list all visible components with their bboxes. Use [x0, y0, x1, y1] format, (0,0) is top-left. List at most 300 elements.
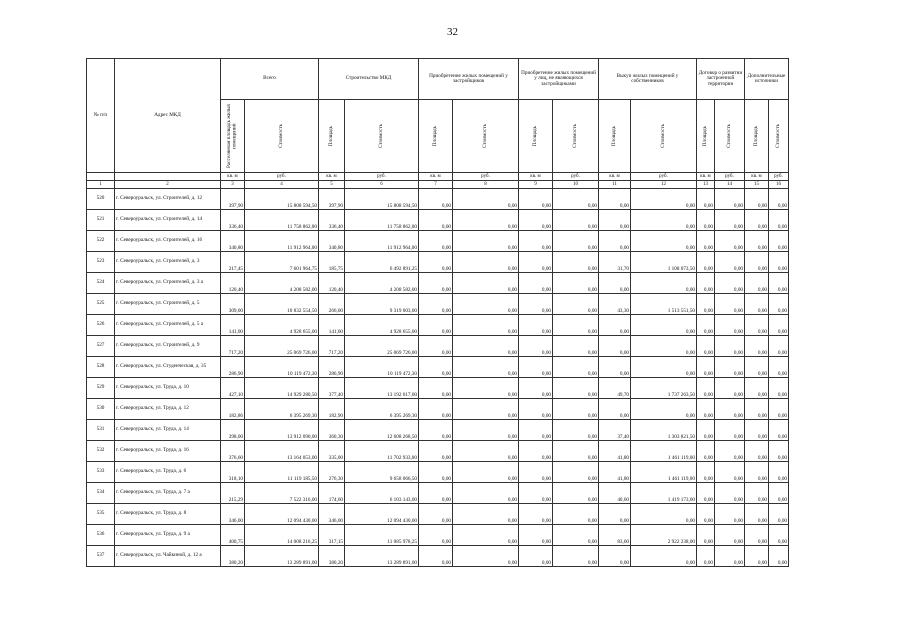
row-address: г. Североуральск, ул. Труда, д. 16: [115, 441, 221, 462]
value-cell: 0,00: [599, 504, 631, 525]
value-cell: 336,40: [221, 210, 245, 231]
value-cell: 0,00: [745, 273, 769, 294]
value-cell: 0,00: [697, 315, 715, 336]
value-cell: 120,40: [319, 273, 345, 294]
value-cell: 0,00: [715, 273, 745, 294]
value-cell: 0,00: [769, 441, 789, 462]
header-num: № п/п: [87, 59, 115, 173]
value-cell: 0,00: [697, 504, 715, 525]
value-cell: 346,00: [221, 504, 245, 525]
value-cell: 0,00: [453, 378, 519, 399]
column-index: 11: [599, 181, 631, 189]
resettlement-table: [86, 58, 789, 567]
table-row: [87, 525, 789, 546]
value-cell: 0,00: [553, 420, 599, 441]
table-row: [87, 231, 789, 252]
value-cell: 0,00: [697, 336, 715, 357]
value-cell: 0,00: [553, 273, 599, 294]
unit-cell: руб.: [715, 173, 745, 181]
value-cell: 31,70: [599, 252, 631, 273]
value-cell: 380,20: [319, 546, 345, 567]
value-cell: 0,00: [715, 462, 745, 483]
value-cell: 1 513 551,50: [631, 294, 697, 315]
unit-cell: руб.: [553, 173, 599, 181]
value-cell: 25 069 726,00: [245, 336, 319, 357]
value-cell: 0,00: [453, 441, 519, 462]
table-row: [87, 210, 789, 231]
row-number: 535: [87, 504, 115, 525]
value-cell: 4 208 582,00: [245, 273, 319, 294]
value-cell: 0,00: [553, 252, 599, 273]
value-cell: 0,00: [745, 315, 769, 336]
row-address: г. Североуральск, ул. Строителей, д. 5 а: [115, 315, 221, 336]
value-cell: 0,00: [419, 210, 453, 231]
value-cell: 2 922 238,00: [631, 525, 697, 546]
value-cell: 0,00: [453, 336, 519, 357]
value-cell: 0,00: [715, 294, 745, 315]
row-number: 524: [87, 273, 115, 294]
value-cell: 0,00: [715, 504, 745, 525]
value-cell: 0,00: [715, 231, 745, 252]
value-cell: 0,00: [769, 336, 789, 357]
value-cell: 0,00: [697, 210, 715, 231]
value-cell: 14 008 216,25: [245, 525, 319, 546]
value-cell: 0,00: [519, 315, 553, 336]
value-cell: 217,45: [221, 252, 245, 273]
row-address: г. Североуральск, ул. Труда, д. 7 а: [115, 483, 221, 504]
header-sub-label: Расселяемая площадь жилых помещений: [226, 103, 238, 169]
value-cell: 0,00: [599, 546, 631, 567]
column-index: 14: [715, 181, 745, 189]
value-cell: 0,00: [519, 273, 553, 294]
column-index: 7: [419, 181, 453, 189]
value-cell: 11 085 978,25: [345, 525, 419, 546]
value-cell: 0,00: [715, 315, 745, 336]
value-cell: 0,00: [745, 462, 769, 483]
value-cell: 0,00: [419, 546, 453, 567]
row-address: г. Североуральск, ул. Строителей, д. 5: [115, 294, 221, 315]
value-cell: 13 289 891,00: [345, 546, 419, 567]
header-sub: [519, 100, 553, 173]
value-cell: 0,00: [631, 546, 697, 567]
row-address: г. Североуральск, ул. Строителей, д. 9: [115, 336, 221, 357]
value-cell: 11 912 964,00: [345, 231, 419, 252]
value-cell: 0,00: [419, 189, 453, 210]
value-cell: 0,00: [519, 525, 553, 546]
header-sub-label: Стоимость: [774, 124, 781, 148]
value-cell: 43,30: [599, 294, 631, 315]
header-sub-label: Стоимость: [481, 124, 488, 148]
table-row: [87, 420, 789, 441]
value-cell: 0,00: [419, 252, 453, 273]
value-cell: 11 758 862,00: [345, 210, 419, 231]
value-cell: 0,00: [715, 252, 745, 273]
header-group: Дополнительные источники: [745, 59, 789, 100]
header-sub: [769, 100, 789, 173]
value-cell: 0,00: [769, 378, 789, 399]
value-cell: 0,00: [745, 441, 769, 462]
unit-cell: руб.: [345, 173, 419, 181]
value-cell: 0,00: [599, 399, 631, 420]
row-address: г. Североуральск, ул. Строителей, д. 12: [115, 189, 221, 210]
value-cell: 717,20: [221, 336, 245, 357]
value-cell: 9 319 003,00: [345, 294, 419, 315]
value-cell: 11 702 933,00: [345, 441, 419, 462]
header-address: Адрес МКД: [115, 59, 221, 173]
table-row: [87, 546, 789, 567]
header-sub: [221, 100, 245, 173]
value-cell: 0,00: [553, 462, 599, 483]
value-cell: 0,00: [419, 504, 453, 525]
value-cell: 49,70: [599, 378, 631, 399]
value-cell: 41,80: [599, 441, 631, 462]
value-cell: 0,00: [631, 315, 697, 336]
value-cell: 336,40: [319, 210, 345, 231]
row-number: 532: [87, 441, 115, 462]
value-cell: 0,00: [519, 231, 553, 252]
value-cell: 41,80: [599, 462, 631, 483]
value-cell: 377,40: [319, 378, 345, 399]
value-cell: 0,00: [769, 252, 789, 273]
row-number: 525: [87, 294, 115, 315]
value-cell: 0,00: [769, 210, 789, 231]
value-cell: 0,00: [419, 483, 453, 504]
row-number: 530: [87, 399, 115, 420]
value-cell: 380,20: [221, 546, 245, 567]
value-cell: 37,40: [599, 420, 631, 441]
value-cell: 0,00: [553, 399, 599, 420]
value-cell: 0,00: [519, 462, 553, 483]
row-number: 528: [87, 357, 115, 378]
value-cell: 0,00: [631, 189, 697, 210]
row-address: г. Североуральск, ул. Труда, д. 10: [115, 378, 221, 399]
value-cell: 0,00: [745, 357, 769, 378]
row-number: 529: [87, 378, 115, 399]
column-index: 1: [87, 181, 115, 189]
column-index: 5: [319, 181, 345, 189]
value-cell: 717,20: [319, 336, 345, 357]
value-cell: 4 208 582,00: [345, 273, 419, 294]
row-address: г. Североуральск, ул. Строителей, д. 16: [115, 231, 221, 252]
header-sub-label: Площадь: [752, 125, 759, 147]
value-cell: 0,00: [745, 420, 769, 441]
value-cell: 0,00: [553, 336, 599, 357]
value-cell: 276,30: [319, 462, 345, 483]
value-cell: 1 108 073,50: [631, 252, 697, 273]
value-cell: 0,00: [519, 504, 553, 525]
value-cell: 0,00: [519, 294, 553, 315]
value-cell: 398,00: [221, 420, 245, 441]
value-cell: 0,00: [519, 441, 553, 462]
value-cell: 286,90: [319, 357, 345, 378]
value-cell: 0,00: [697, 546, 715, 567]
value-cell: 318,10: [221, 462, 245, 483]
value-cell: 340,80: [319, 231, 345, 252]
row-address: г. Североуральск, ул. Строителей, д. 14: [115, 210, 221, 231]
table-row: [87, 462, 789, 483]
value-cell: 0,00: [599, 210, 631, 231]
value-cell: 0,00: [519, 189, 553, 210]
header-sub-label: Стоимость: [571, 124, 578, 148]
value-cell: 0,00: [519, 252, 553, 273]
value-cell: 4 928 655,00: [345, 315, 419, 336]
value-cell: 0,00: [553, 294, 599, 315]
value-cell: 0,00: [715, 483, 745, 504]
value-cell: 13 192 017,00: [345, 378, 419, 399]
value-cell: 0,00: [697, 483, 715, 504]
value-cell: 0,00: [715, 189, 745, 210]
value-cell: 0,00: [419, 315, 453, 336]
value-cell: 0,00: [745, 504, 769, 525]
header-sub: [745, 100, 769, 173]
value-cell: 1 419 173,00: [631, 483, 697, 504]
value-cell: 340,80: [221, 231, 245, 252]
value-cell: 0,00: [769, 525, 789, 546]
value-cell: 7 522 316,00: [245, 483, 319, 504]
header-group: Приобретение жилых помещений у застройщиков: [419, 59, 519, 100]
value-cell: 0,00: [599, 189, 631, 210]
value-cell: 0,00: [553, 525, 599, 546]
row-number: 521: [87, 210, 115, 231]
value-cell: 0,00: [697, 357, 715, 378]
unit-cell: руб.: [631, 173, 697, 181]
unit-cell: кв. м: [419, 173, 453, 181]
value-cell: 0,00: [553, 231, 599, 252]
value-cell: 0,00: [453, 357, 519, 378]
unit-cell: кв. м: [697, 173, 715, 181]
value-cell: 4 928 655,00: [245, 315, 319, 336]
value-cell: 0,00: [519, 336, 553, 357]
value-cell: 317,15: [319, 525, 345, 546]
unit-cell: кв. м: [319, 173, 345, 181]
value-cell: 6 395 269,30: [345, 399, 419, 420]
value-cell: 0,00: [453, 504, 519, 525]
value-cell: 0,00: [453, 231, 519, 252]
row-number: 533: [87, 462, 115, 483]
value-cell: 0,00: [631, 336, 697, 357]
row-address: г. Североуральск, ул. Труда, д. 14: [115, 420, 221, 441]
value-cell: 0,00: [553, 315, 599, 336]
header-sub-label: Площадь: [610, 125, 617, 147]
value-cell: 13 289 891,00: [245, 546, 319, 567]
row-number: 537: [87, 546, 115, 567]
value-cell: 0,00: [419, 294, 453, 315]
column-index: 12: [631, 181, 697, 189]
value-cell: 0,00: [697, 231, 715, 252]
row-address: г. Североуральск, ул. Строителей, д. 3: [115, 252, 221, 273]
value-cell: 0,00: [631, 231, 697, 252]
value-cell: 0,00: [519, 546, 553, 567]
value-cell: 0,00: [631, 504, 697, 525]
value-cell: 13 164 053,00: [245, 441, 319, 462]
value-cell: 266,00: [319, 294, 345, 315]
value-cell: 0,00: [599, 231, 631, 252]
value-cell: 0,00: [697, 525, 715, 546]
value-cell: 0,00: [769, 294, 789, 315]
value-cell: 0,00: [697, 378, 715, 399]
value-cell: 0,00: [769, 504, 789, 525]
value-cell: 0,00: [519, 210, 553, 231]
value-cell: 0,00: [745, 336, 769, 357]
value-cell: 0,00: [715, 378, 745, 399]
column-index: 16: [769, 181, 789, 189]
value-cell: 0,00: [553, 357, 599, 378]
value-cell: 0,00: [769, 315, 789, 336]
header-sub: [631, 100, 697, 173]
value-cell: 141,00: [319, 315, 345, 336]
table-row: [87, 189, 789, 210]
value-cell: 0,00: [631, 273, 697, 294]
header-sub: [319, 100, 345, 173]
row-number: 534: [87, 483, 115, 504]
value-cell: 309,00: [221, 294, 245, 315]
value-cell: 83,60: [599, 525, 631, 546]
value-cell: 0,00: [519, 357, 553, 378]
unit-cell: кв. м: [221, 173, 245, 181]
value-cell: 397,90: [221, 189, 245, 210]
value-cell: 0,00: [553, 546, 599, 567]
value-cell: 11 758 862,00: [245, 210, 319, 231]
value-cell: 0,00: [715, 399, 745, 420]
value-cell: 346,00: [319, 504, 345, 525]
value-cell: 0,00: [745, 252, 769, 273]
value-cell: 0,00: [769, 231, 789, 252]
value-cell: 185,75: [319, 252, 345, 273]
value-cell: 0,00: [769, 420, 789, 441]
value-cell: 0,00: [599, 273, 631, 294]
column-index: 10: [553, 181, 599, 189]
header-sub: [345, 100, 419, 173]
value-cell: 0,00: [697, 441, 715, 462]
value-cell: 1 737 263,50: [631, 378, 697, 399]
header-sub: [419, 100, 453, 173]
row-number: 522: [87, 231, 115, 252]
value-cell: 0,00: [715, 525, 745, 546]
value-cell: 0,00: [697, 420, 715, 441]
value-cell: 376,60: [221, 441, 245, 462]
row-number: 527: [87, 336, 115, 357]
value-cell: 0,00: [769, 546, 789, 567]
value-cell: 0,00: [715, 546, 745, 567]
unit-cell: кв. м: [599, 173, 631, 181]
value-cell: 0,00: [631, 357, 697, 378]
value-cell: 0,00: [599, 315, 631, 336]
value-cell: 182,86: [221, 399, 245, 420]
value-cell: 0,00: [419, 399, 453, 420]
header-sub: [715, 100, 745, 173]
value-cell: 0,00: [599, 336, 631, 357]
header-sub-label: Стоимость: [725, 124, 732, 148]
table-row: [87, 378, 789, 399]
value-cell: 0,00: [419, 378, 453, 399]
value-cell: 0,00: [553, 210, 599, 231]
value-cell: 6 395 269,30: [245, 399, 319, 420]
value-cell: 0,00: [745, 294, 769, 315]
table-row: [87, 273, 789, 294]
row-address: г. Североуральск, ул. Строителей, д. 3 а: [115, 273, 221, 294]
table-row: [87, 252, 789, 273]
value-cell: 0,00: [745, 546, 769, 567]
column-index: 13: [697, 181, 715, 189]
value-cell: 335,00: [319, 441, 345, 462]
header-sub-label: Стоимость: [277, 124, 284, 148]
value-cell: 215,29: [221, 483, 245, 504]
column-index: 6: [345, 181, 419, 189]
value-cell: 0,00: [769, 462, 789, 483]
row-number: 536: [87, 525, 115, 546]
value-cell: 0,00: [697, 462, 715, 483]
value-cell: 15 808 594,50: [345, 189, 419, 210]
row-address: г. Североуральск, ул. Труда, д. 6: [115, 462, 221, 483]
value-cell: 0,00: [697, 189, 715, 210]
value-cell: 0,00: [419, 231, 453, 252]
value-cell: 0,00: [419, 462, 453, 483]
value-cell: 6 492 891,25: [345, 252, 419, 273]
header-sub: [697, 100, 715, 173]
value-cell: 0,00: [419, 357, 453, 378]
value-cell: 174,60: [319, 483, 345, 504]
value-cell: 11 119 185,50: [245, 462, 319, 483]
row-address: г. Североуральск, ул. Труда, д. 9 а: [115, 525, 221, 546]
value-cell: 10 119 472,30: [245, 357, 319, 378]
value-cell: 1 461 119,00: [631, 462, 697, 483]
column-index: 2: [115, 181, 221, 189]
value-cell: 0,00: [419, 273, 453, 294]
value-cell: 0,00: [419, 420, 453, 441]
value-cell: 0,00: [715, 420, 745, 441]
value-cell: 182,90: [319, 399, 345, 420]
value-cell: 12 608 268,50: [345, 420, 419, 441]
value-cell: 9 658 066,50: [345, 462, 419, 483]
unit-cell: руб.: [245, 173, 319, 181]
value-cell: 10 832 554,50: [245, 294, 319, 315]
table-row: [87, 357, 789, 378]
unit-cell: кв. м: [519, 173, 553, 181]
value-cell: 0,00: [453, 399, 519, 420]
row-address: г. Североуральск, ул. Студенческая, д. 35: [115, 357, 221, 378]
row-number: 531: [87, 420, 115, 441]
header-group: Договор о развитии застроенной территории: [697, 59, 745, 100]
header-group: Выкуп жилых помещений у собственников: [599, 59, 697, 100]
value-cell: 0,00: [453, 525, 519, 546]
value-cell: 0,00: [715, 336, 745, 357]
table-row: [87, 399, 789, 420]
value-cell: 360,30: [319, 420, 345, 441]
value-cell: 0,00: [745, 399, 769, 420]
value-cell: 13 912 090,00: [245, 420, 319, 441]
value-cell: 0,00: [697, 273, 715, 294]
value-cell: 0,00: [599, 357, 631, 378]
units-blank: [87, 173, 115, 181]
value-cell: 0,00: [769, 399, 789, 420]
row-address: г. Североуральск, ул. Чайкиной, д. 12 а: [115, 546, 221, 567]
value-cell: 0,00: [453, 483, 519, 504]
table-row: [87, 483, 789, 504]
value-cell: 0,00: [519, 420, 553, 441]
value-cell: 397,90: [319, 189, 345, 210]
table-row: [87, 336, 789, 357]
value-cell: 11 912 964,00: [245, 231, 319, 252]
row-number: 526: [87, 315, 115, 336]
value-cell: 0,00: [553, 483, 599, 504]
column-index: 3: [221, 181, 245, 189]
value-cell: 0,00: [519, 399, 553, 420]
column-index: 4: [245, 181, 319, 189]
value-cell: 0,00: [745, 231, 769, 252]
table-row: [87, 315, 789, 336]
table-row: [87, 441, 789, 462]
value-cell: 0,00: [697, 399, 715, 420]
